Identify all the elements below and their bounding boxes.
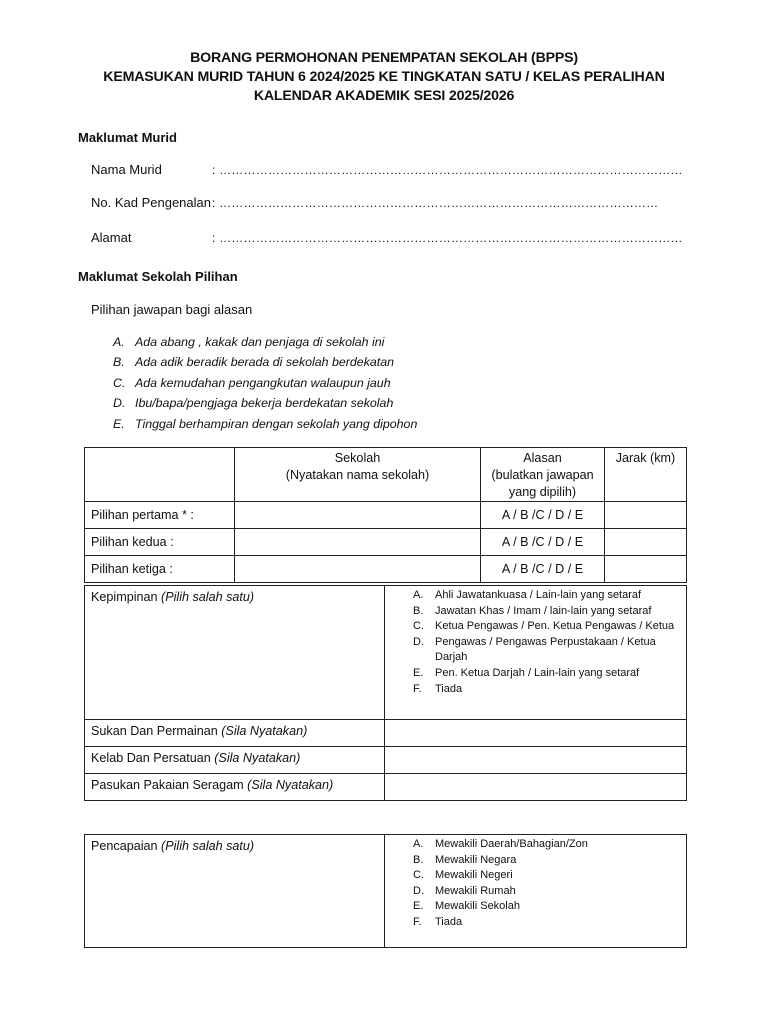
pasukan-input-cell[interactable] bbox=[385, 774, 687, 801]
option-item[interactable]: A. Mewakili Daerah/Bahagian/Zon bbox=[413, 838, 588, 850]
table-row bbox=[85, 720, 687, 747]
distance-cell[interactable] bbox=[605, 556, 687, 583]
reason-item: C. Ada kemudahan pengangkutan walaupun jauh bbox=[113, 375, 391, 390]
title-line-3: KALENDAR AKADEMIK SESI 2025/2026 bbox=[253, 88, 515, 104]
option-item[interactable]: F. Tiada bbox=[413, 915, 463, 928]
sukan-input-cell[interactable] bbox=[385, 720, 687, 747]
student-name-field[interactable]: : …………………………………………………………………………………………………… bbox=[212, 163, 683, 177]
address-field[interactable]: : …………………………………………………………………………………………………… bbox=[212, 231, 683, 245]
school-choice-table bbox=[84, 447, 687, 583]
reason-options-cell[interactable]: A / B /C / D / E bbox=[481, 529, 605, 556]
table-row bbox=[85, 502, 687, 529]
reasons-intro: Pilihan jawapan bagi alasan bbox=[91, 302, 253, 317]
kepimpinan-options-cell bbox=[385, 586, 687, 720]
option-item[interactable]: D. Mewakili Rumah bbox=[413, 884, 516, 897]
kepimpinan-label-cell: Kepimpinan (Pilih salah satu) bbox=[85, 586, 385, 720]
table-row bbox=[85, 747, 687, 774]
school-name-cell[interactable] bbox=[235, 556, 481, 583]
header-empty-cell bbox=[85, 448, 235, 502]
id-number-label: No. Kad Pengenalan bbox=[91, 195, 211, 210]
title-line-1: BORANG PERMOHONAN PENEMPATAN SEKOLAH (BPPS) bbox=[190, 50, 578, 66]
table-row bbox=[85, 529, 687, 556]
title-line-2: KEMASUKAN MURID TAHUN 6 2024/2025 KE TINGKATAN SATU / KELAS PERALIHAN bbox=[103, 69, 665, 85]
option-item[interactable]: D. Pengawas / Pengawas Perpustakaan / Ketua Darjah bbox=[413, 635, 656, 664]
kelab-label-cell: Kelab Dan Persatuan (Sila Nyatakan) bbox=[85, 747, 385, 774]
kepimpinan-options-list bbox=[391, 588, 680, 697]
leadership-table bbox=[84, 585, 687, 801]
option-item[interactable]: B. Mewakili Negara bbox=[413, 853, 517, 866]
table-row bbox=[85, 556, 687, 583]
option-item[interactable]: C. Mewakili Negeri bbox=[413, 869, 513, 882]
header-distance: Jarak (km) bbox=[605, 448, 687, 502]
reason-options-cell[interactable]: A / B /C / D / E bbox=[481, 556, 605, 583]
kelab-input-cell[interactable] bbox=[385, 747, 687, 774]
reasons-list bbox=[113, 332, 417, 434]
table-row bbox=[85, 835, 687, 948]
choice-label: Pilihan pertama * : bbox=[85, 502, 235, 529]
reason-item: B. Ada adik beradik berada di sekolah berdekatan bbox=[113, 355, 395, 370]
option-item[interactable]: F. Tiada bbox=[413, 682, 463, 695]
option-item[interactable]: E. Mewakili Sekolah bbox=[413, 900, 520, 913]
header-school: Sekolah (Nyatakan nama sekolah) bbox=[235, 448, 481, 502]
id-number-field[interactable]: : ……………………………………………………………………………………………… bbox=[212, 196, 659, 210]
reason-item: A. Ada abang , kakak dan penjaga di sekolah ini bbox=[113, 335, 385, 349]
pencapaian-label-cell: Pencapaian (Pilih salah satu) bbox=[85, 835, 385, 948]
distance-cell[interactable] bbox=[605, 529, 687, 556]
table-row bbox=[85, 586, 687, 720]
distance-cell[interactable] bbox=[605, 502, 687, 529]
school-name-cell[interactable] bbox=[235, 529, 481, 556]
choice-label: Pilihan kedua : bbox=[85, 529, 235, 556]
school-name-cell[interactable] bbox=[235, 502, 481, 529]
choice-label: Pilihan ketiga : bbox=[85, 556, 235, 583]
sukan-label-cell: Sukan Dan Permainan (Sila Nyatakan) bbox=[85, 720, 385, 747]
table-row bbox=[85, 774, 687, 801]
school-section-heading: Maklumat Sekolah Pilihan bbox=[78, 269, 238, 284]
option-item[interactable]: A. Ahli Jawatankuasa / Lain-lain yang setaraf bbox=[413, 589, 642, 601]
option-item[interactable]: C. Ketua Pengawas / Pen. Ketua Pengawas / Ketua bbox=[413, 620, 675, 633]
form-title bbox=[0, 49, 768, 106]
pencapaian-options-list bbox=[391, 837, 680, 931]
option-item[interactable]: E. Pen. Ketua Darjah / Lain-lain yang setaraf bbox=[413, 666, 640, 679]
reason-item: D. Ibu/bapa/pengjaga bekerja berdekatan sekolah bbox=[113, 396, 394, 411]
pencapaian-options-cell bbox=[385, 835, 687, 948]
reason-item: E. Tinggal berhampiran dengan sekolah yang dipohon bbox=[113, 416, 418, 431]
student-section-heading: Maklumat Murid bbox=[78, 130, 177, 145]
address-label: Alamat bbox=[91, 230, 132, 245]
option-item[interactable]: B. Jawatan Khas / Imam / lain-lain yang setaraf bbox=[413, 604, 652, 617]
pasukan-label-cell: Pasukan Pakaian Seragam (Sila Nyatakan) bbox=[85, 774, 385, 801]
header-reason: Alasan (bulatkan jawapan yang dipilih) bbox=[481, 448, 605, 502]
reason-options-cell[interactable]: A / B /C / D / E bbox=[481, 502, 605, 529]
student-name-label: Nama Murid bbox=[91, 162, 162, 177]
achievement-table bbox=[84, 834, 687, 948]
table-header-row bbox=[85, 448, 687, 502]
